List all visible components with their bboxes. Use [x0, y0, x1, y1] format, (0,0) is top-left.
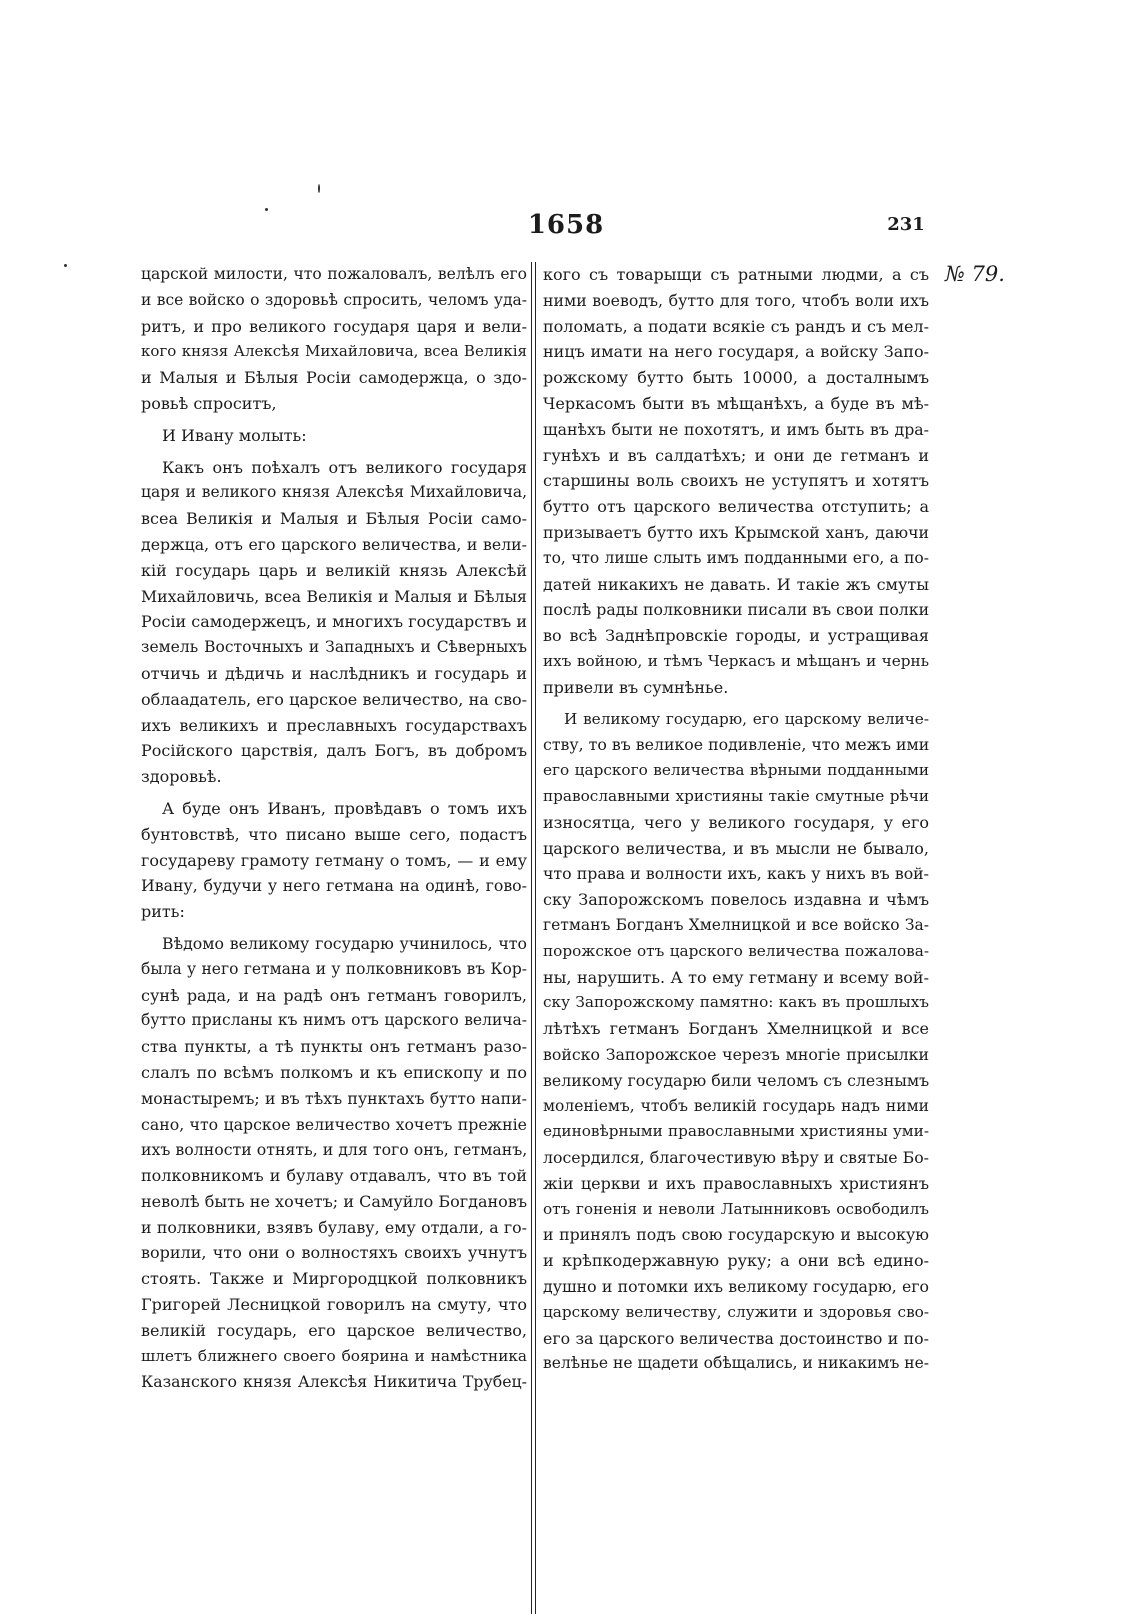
text-line: ницъ имати на него государя, а войску Запо-: [543, 342, 929, 362]
text-line: великій государь, его царское величество,: [141, 1320, 527, 1340]
text-line: государеву грамоту гетману о томъ, — и ему: [141, 850, 527, 870]
text-line: щанѣхъ быти не похотятъ, и имъ быть въ дра-: [543, 419, 929, 439]
text-line: кого съ товарыщи съ ратными людми, а съ: [543, 265, 929, 284]
text-line: кого князя Алексѣя Михайловича, всеа Великія: [141, 342, 527, 361]
text-line: ворили, что они о волностяхъ своихъ учнутъ: [141, 1243, 527, 1263]
text-line: гунѣхъ и въ салдатѣхъ; и они де гетманъ и: [543, 445, 929, 465]
text-line: царского величества, и въ мысли не бывало,: [543, 838, 929, 858]
text-line: датей никакихъ не давать. И такіе жъ смуты: [543, 574, 929, 594]
text-line: рить:: [141, 902, 185, 922]
page-number: 231: [887, 214, 925, 235]
text-line: Григорей Лесницкой говорилъ на смуту, что: [141, 1295, 527, 1315]
text-line: его царского величества вѣрными подданными: [543, 761, 929, 780]
text-line: слалъ по всѣмъ полкомъ и къ епископу и по: [141, 1062, 527, 1082]
column-divider-rule: [535, 262, 536, 1614]
text-line: Ивану, будучи у него гетмана на одинѣ, гово-: [141, 876, 527, 896]
page-year: 1658: [527, 210, 605, 240]
text-line: во всѣ Заднѣпровскіе городы, и устращивая: [543, 626, 929, 646]
text-line: единовѣрными православными християны уми-: [543, 1122, 929, 1141]
text-line: Росіи самодержецъ, и многихъ государствъ и: [141, 612, 527, 632]
text-line: отъ гоненія и неволи Латынниковъ освободилъ: [543, 1199, 929, 1218]
text-line: Російского царствія, далъ Богъ, въ добромъ: [141, 741, 527, 761]
text-line: царской милости, что пожаловалъ, велѣлъ его: [141, 265, 527, 283]
text-line: лосердился, благочестивую вѣру и святые Бо-: [543, 1148, 929, 1168]
text-line: то, что лише слыть имъ подданными его, а по-: [543, 548, 929, 567]
text-line: бунтовствѣ, что писано выше сего, подастъ: [141, 824, 527, 844]
text-line: отчичь и дѣдичь и наслѣдникъ и государь и: [141, 663, 527, 683]
text-line: всеа Великія и Малыя и Бѣлыя Росіи само-: [141, 509, 527, 529]
text-line: его за царского величества достоинство и по-: [543, 1328, 929, 1348]
text-line: бутто отъ царского величества отступить; а: [543, 497, 929, 517]
text-line: велѣнье не щадети обѣщались, и никакимъ не-: [543, 1354, 929, 1373]
text-line: моленіемъ, чтобъ великій государь надъ ними: [543, 1096, 929, 1115]
text-line: бутто присланы къ нимъ отъ царского велича-: [141, 1011, 527, 1030]
text-line: призываетъ бутто ихъ Крымской ханъ, даючи: [543, 522, 929, 542]
text-line: полковникомъ и булаву отдавалъ, что въ той: [141, 1166, 527, 1186]
right-text-column: [543, 262, 929, 1377]
scan-speck: [64, 264, 67, 267]
text-line: жіи церкви и ихъ православныхъ християнъ: [543, 1173, 929, 1193]
text-line: старшины воль своихъ не уступятъ и хотятъ: [543, 471, 929, 491]
text-line: была у него гетмана и у полковниковъ въ Кор-: [141, 959, 527, 978]
text-line: душно и потомки ихъ великому государю, его: [543, 1277, 929, 1297]
text-line: порожское отъ царского величества пожалова-: [543, 941, 929, 960]
text-line: земель Восточныхъ и Западныхъ и Сѣверныхъ: [141, 638, 527, 657]
text-line: войско Запорожское черезъ многіе присылки: [543, 1044, 929, 1064]
text-line: великому государю били челомъ съ слезнымъ: [543, 1070, 930, 1090]
text-line: А буде онъ Иванъ, провѣдавъ о томъ ихъ: [162, 798, 527, 818]
text-line: царскому величеству, служити и здоровья сво-: [543, 1302, 929, 1321]
scan-speck: [318, 184, 320, 193]
scan-speck: [265, 208, 268, 211]
text-line: рожскому бутто быть 10000, а досталнымъ: [543, 368, 929, 388]
text-line: что права и волности ихъ, какъ у нихъ въ вой-: [543, 864, 929, 884]
text-line: и принялъ подъ свою государскую и высокую: [543, 1225, 929, 1245]
text-line: держца, отъ его царского величества, и вели-: [141, 534, 527, 554]
text-line: царя и великого князя Алексѣя Михайловича,: [141, 483, 527, 502]
left-text-column: [141, 262, 527, 1395]
text-line: привели въ сумнѣнье.: [543, 677, 729, 697]
text-line: ними воеводъ, бутто для того, чтобъ воли ихъ: [543, 290, 929, 310]
text-line: здоровьѣ.: [141, 767, 222, 787]
text-line: и крѣпкодержавную руку; а они всѣ едино-: [543, 1251, 929, 1271]
text-line: И Ивану молыть:: [162, 425, 307, 445]
text-line: поломать, а подати всякіе съ рандъ и съ мел-: [543, 316, 929, 336]
text-line: износятца, чего у великого государя, у его: [543, 812, 929, 832]
text-line: кій государь царь и великій князь Алексѣй: [141, 560, 527, 580]
text-line: ритъ, и про великого государя царя и вели-: [141, 316, 527, 336]
text-line: неволѣ быть не хочетъ; и Самуйло Богдановъ: [141, 1191, 527, 1211]
text-line: стоять. Также и Миргородцкой полковникъ: [141, 1269, 527, 1289]
text-line: ску Запорожскому памятно: какъ въ прошлыхъ: [543, 993, 929, 1012]
text-line: монастыремъ; и въ тѣхъ пунктахъ бутто напи-: [141, 1088, 527, 1108]
text-line: ихъ волности отнять, и для того онъ, гетманъ,: [141, 1140, 528, 1160]
document-number: № 79.: [945, 262, 1005, 286]
text-line: сано, что царское величество хочетъ прежніе: [141, 1114, 527, 1134]
text-line: Казанского князя Алексѣя Никитича Трубец-: [141, 1372, 527, 1392]
text-line: И великому государю, его царскому величе-: [564, 709, 929, 728]
text-line: ску Запорожскомъ повелось издавна и чѣмъ: [543, 890, 929, 910]
text-line: православными християны такіе смутные рѣчи: [543, 786, 929, 805]
text-line: Вѣдомо великому государю учинилось, что: [162, 933, 527, 953]
text-line: сунѣ рада, и на радѣ онъ гетманъ говорилъ,: [141, 985, 527, 1005]
text-line: лѣтѣхъ гетманъ Богданъ Хмелницкой и все: [543, 1019, 929, 1039]
text-line: и Малыя и Бѣлыя Росіи самодержца, о здо-: [141, 368, 527, 388]
text-line: и все войско о здоровьѣ спросить, челомъ уда-: [141, 290, 527, 309]
text-line: гетманъ Богданъ Хмелницкой и все войско За-: [543, 915, 929, 934]
text-line: послѣ рады полковники писали въ свои полки: [543, 600, 930, 620]
text-line: ровьѣ спроситъ,: [141, 393, 277, 413]
text-line: и полковники, взявъ булаву, ему отдали, а го-: [141, 1217, 527, 1237]
text-line: ства пункты, а тѣ пункты онъ гетманъ разо-: [141, 1037, 527, 1057]
text-line: Какъ онъ поѣхалъ отъ великого государя: [162, 457, 527, 477]
text-line: шлетъ ближнего своего боярина и намѣстника: [141, 1346, 527, 1365]
text-line: ихъ войною, и тѣмъ Черкасъ и мѣщанъ и чернь: [543, 651, 929, 670]
text-line: Михайловичь, всеа Великія и Малыя и Бѣлыя: [141, 586, 527, 606]
text-line: Черкасомъ быти въ мѣщанѣхъ, а буде въ мѣ-: [543, 393, 929, 413]
text-line: ны, нарушить. А то ему гетману и всему вой-: [543, 967, 929, 987]
column-divider-rule: [531, 262, 532, 1614]
text-line: ству, то въ великое подивленіе, что межъ ими: [543, 735, 930, 755]
text-line: облаадатель, его царское величество, на сво-: [141, 689, 527, 709]
text-line: ихъ великихъ и преславныхъ государствахъ: [141, 715, 527, 735]
